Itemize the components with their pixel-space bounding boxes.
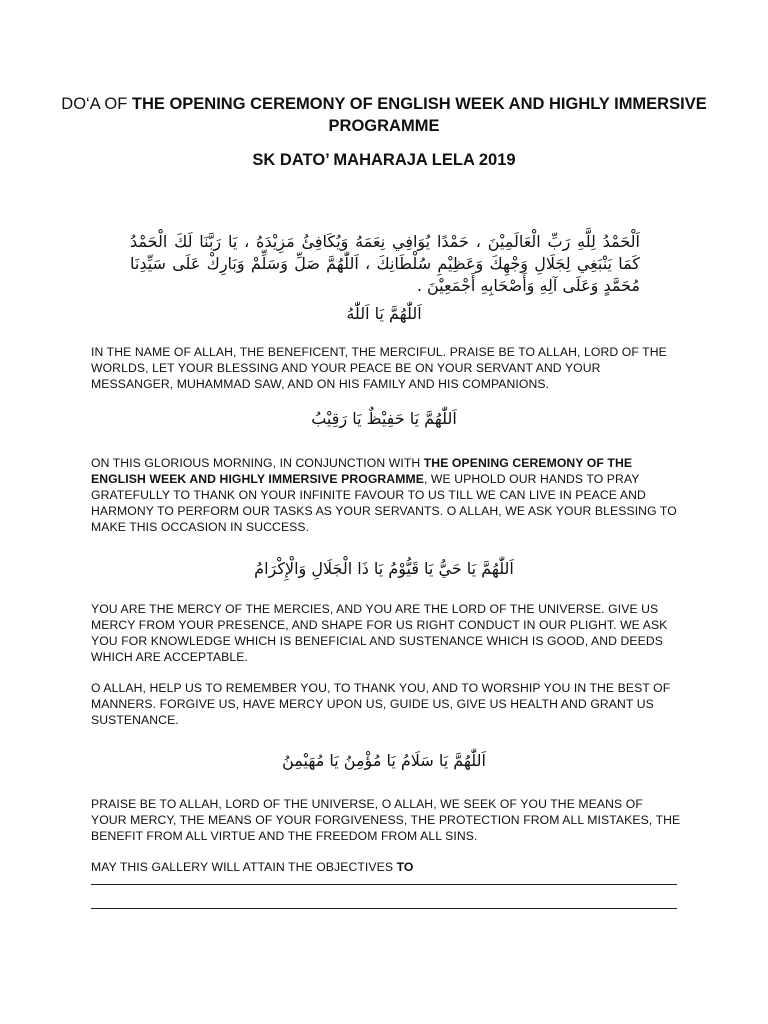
arabic-invocation-4: اَللّٰهُمَّ يَا سَلَامُ يَا مُؤْمِنُ يَا مُهَيْمِنُ <box>282 751 486 770</box>
paragraph-6 <box>91 859 681 875</box>
paragraph-1: IN THE NAME OF ALLAH, THE BENEFICENT, THE MERCIFUL. PRAISE BE TO ALLAH, LORD OF THE WORLDS, LET YOUR BLESSING AND YOUR PEACE BE ON YOUR SERVANT AND YOUR MESSANGER, MUHAMMAD SAW, AND ON HIS FAMILY AND HIS COMPANIONS. <box>91 345 667 391</box>
paragraph-4: O ALLAH, HELP US TO REMEMBER YOU, TO THANK YOU, AND TO WORSHIP YOU IN THE BEST OF MANNERS. FORGIVE US, HAVE MERCY UPON US, GUIDE US, GIVE US HEALTH AND GRANT US SUSTENANCE. <box>91 681 671 727</box>
arabic-invocation-2: اَللّٰهُمَّ يَا حَفِيْظٌ يَا رَقِيْبُ <box>311 409 457 428</box>
arabic-invocation-3: اَللّٰهُمَّ يَا حَيُّ يَا قَيُّوْمُ يَا ذَا الْجَلَالِ وَالْإِكْرَامُ <box>254 559 514 578</box>
blank-line-2 <box>91 908 677 909</box>
document-title <box>60 93 708 137</box>
paragraph-6-bold: TO <box>396 860 414 874</box>
paragraph-6-text: MAY THIS GALLERY WILL ATTAIN THE OBJECTIVES <box>91 860 397 874</box>
title-prefix: DO‘A OF <box>61 95 128 113</box>
arabic-opening-prayer: اَلْحَمْدُ لِلَّهِ رَبِّ الْعَالَمِيْنَ ، حَمْدًا يُوَافِي نِعَمَهُ وَيُكَافِئُ مَزِيْدَهُ ، يَا رَبَّنَا لَكَ الْحَمْدُ كَمَا يَنْبَغِي لِجَلَالِ وَجْهِكَ وَعَظِيْمِ سُلْطَانِكَ ، اَللّٰهُمَّ صَلِّ وَسَلِّمْ وَبَارِكْ عَلَى سَيِّدِنَا مُحَمَّدٍ وَعَلَى آلِهِ وَأَصْحَابِهِ أَجْمَعِيْنَ . <box>130 232 640 295</box>
arabic-invocation-1: اَللّٰهُمَّ يَا اَللّٰهُ <box>346 304 422 323</box>
school-subtitle: SK DATO’ MAHARAJA LELA 2019 <box>252 151 516 169</box>
paragraph-5: PRAISE BE TO ALLAH, LORD OF THE UNIVERSE, O ALLAH, WE SEEK OF YOU THE MEANS OF YOUR MERCY, THE MEANS OF YOUR FORGIVENESS, THE PROTECTION FROM ALL MISTAKES, THE BENEFIT FROM ALL VIRTUE AND THE FREEDOM FROM ALL SINS. <box>91 797 681 843</box>
title-main: THE OPENING CEREMONY OF ENGLISH WEEK AND HIGHLY IMMERSIVE PROGRAMME <box>127 95 707 135</box>
paragraph-2-body: , WE UPHOLD OUR HANDS TO PRAY GRATEFULLY TO THANK ON YOUR INFINITE FAVOUR TO US TILL WE CAN LIVE IN PEACE AND HARMONY TO PERFORM OUR TASKS AS YOUR SERVANTS. O ALLAH, WE ASK YOUR BLESSING TO MAKE THIS OCCASION IN SUCCESS. <box>91 472 677 534</box>
paragraph-2 <box>91 455 681 535</box>
paragraph-2-event-name: THE OPENING CEREMONY OF THE ENGLISH WEEK AND HIGHLY IMMERSIVE PROGRAMME <box>91 456 633 486</box>
paragraph-2-intro: ON THIS GLORIOUS MORNING, IN CONJUNCTION WITH <box>91 456 424 470</box>
blank-line-1 <box>91 884 677 885</box>
paragraph-3: YOU ARE THE MERCY OF THE MERCIES, AND YOU ARE THE LORD OF THE UNIVERSE. GIVE US MERCY FROM YOUR PRESENCE, AND SHAPE FOR US RIGHT CONDUCT IN OUR PLIGHT. WE ASK YOU FOR KNOWLEDGE WHICH IS BENEFICIAL AND SUSTENANCE WHICH IS GOOD, AND DEEDS WHICH ARE ACCEPTABLE. <box>91 602 668 664</box>
